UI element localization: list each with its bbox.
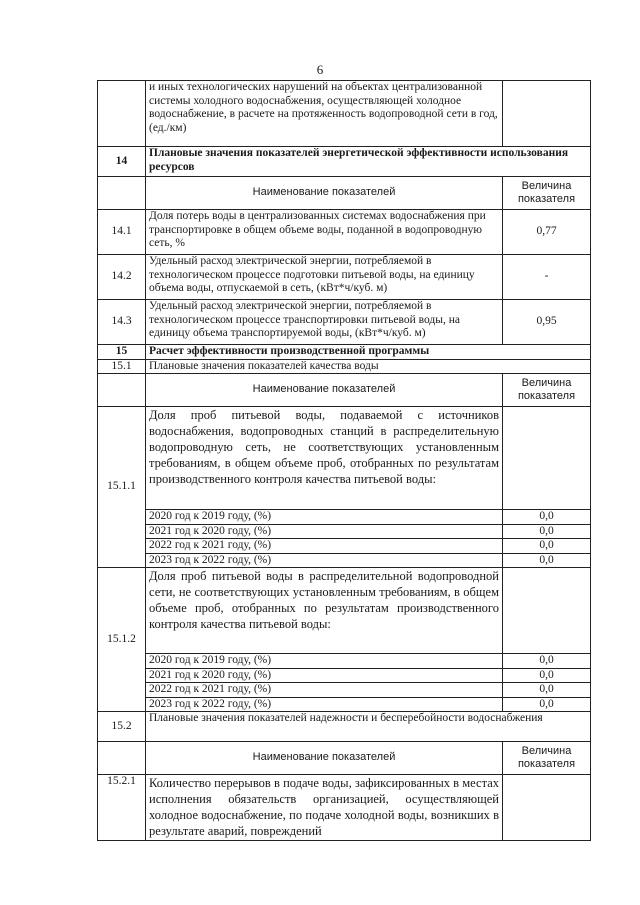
year-row (98, 654, 591, 669)
section-number: 14 (98, 147, 146, 177)
row-number (98, 742, 146, 775)
header-row (98, 742, 591, 775)
year-value: 0,0 (503, 510, 591, 525)
indicator-text: Удельный расход электрической энергии, потребляемой в технологическом процессе транспортировки питьевой воды, на единицу объема транспортируемой воды, (кВт*ч/куб. м) (146, 300, 503, 345)
subsection-row (98, 359, 591, 374)
table-row (98, 300, 591, 345)
subsection-title: Плановые значения показателей надежности и бесперебойности водоснабжения (146, 712, 591, 742)
table-row (98, 210, 591, 255)
year-row (98, 524, 591, 539)
table-row (98, 81, 591, 147)
year-row (98, 510, 591, 525)
table-row (98, 407, 591, 510)
subsection-number: 15.2 (98, 712, 146, 742)
year-label: 2023 год к 2022 году, (%) (146, 697, 503, 712)
indicator-value (503, 81, 591, 147)
indicator-text: Удельный расход электрической энергии, потребляемой в технологическом процессе подготовки питьевой воды, на единицу объема воды, отпускаемой в сеть, (кВт*ч/куб. м) (146, 255, 503, 300)
year-row (98, 553, 591, 568)
indicator-text: Доля проб питьевой воды, подаваемой с источников водоснабжения, водопроводных станций в распределительную водопроводную сеть, не соответствующих установленным требованиям, в общем объеме проб, отобранных по результатам производственного контроля качества питьевой воды: (146, 407, 503, 510)
header-row (98, 177, 591, 210)
row-number: 15.2.1 (98, 775, 146, 841)
year-label: 2022 год к 2021 году, (%) (146, 539, 503, 554)
row-number (98, 374, 146, 407)
table-row (98, 775, 591, 841)
year-value: 0,0 (503, 668, 591, 683)
indicator-value: 0,77 (503, 210, 591, 255)
year-value: 0,0 (503, 539, 591, 554)
header-value: Величина показателя (503, 742, 591, 775)
section-row (98, 147, 591, 177)
table-row (98, 255, 591, 300)
year-row (98, 539, 591, 554)
indicator-text: Доля проб питьевой воды в распределительной водопроводной сети, не соответствующих установленным требованиям, в общем объеме проб, отобранных по результатам производственного контроля качества питьевой воды: (146, 568, 503, 654)
subsection-row (98, 712, 591, 742)
section-number: 15 (98, 345, 146, 360)
year-label: 2020 год к 2019 году, (%) (146, 654, 503, 669)
row-number (98, 81, 146, 147)
section-title: Расчет эффективности производственной программы (146, 345, 591, 360)
year-row (98, 697, 591, 712)
indicator-value (503, 568, 591, 654)
page-number: 6 (316, 62, 324, 77)
indicator-value (503, 775, 591, 841)
header-value: Величина показателя (503, 177, 591, 210)
year-row (98, 683, 591, 698)
header-value: Величина показателя (503, 374, 591, 407)
year-value: 0,0 (503, 683, 591, 698)
subsection-title: Плановые значения показателей качества воды (146, 359, 591, 374)
row-number: 14.3 (98, 300, 146, 345)
row-number: 14.2 (98, 255, 146, 300)
table-row (98, 568, 591, 654)
indicator-value: 0,95 (503, 300, 591, 345)
row-number: 14.1 (98, 210, 146, 255)
year-label: 2021 год к 2020 году, (%) (146, 524, 503, 539)
year-value: 0,0 (503, 553, 591, 568)
subsection-number: 15.1 (98, 359, 146, 374)
year-label: 2023 год к 2022 году, (%) (146, 553, 503, 568)
header-name: Наименование показателей (146, 742, 503, 775)
indicator-text: и иных технологических нарушений на объектах централизованной системы холодного водоснабжения, осуществляющей холодное водоснабжение, в расчете на протяженность водопроводной сети в год, (ед./км) (146, 81, 503, 147)
year-row (98, 668, 591, 683)
indicator-value (503, 407, 591, 510)
year-value: 0,0 (503, 697, 591, 712)
indicator-text: Количество перерывов в подаче воды, зафиксированных в местах исполнения обязательств организацией, осуществляющей холодное водоснабжение, по подаче холодной воды, возникших в результате аварий, повреждений (146, 775, 503, 841)
indicator-text: Доля потерь воды в централизованных системах водоснабжения при транспортировке в общем объеме воды, поданной в водопроводную сеть, % (146, 210, 503, 255)
year-label: 2022 год к 2021 году, (%) (146, 683, 503, 698)
year-label: 2021 год к 2020 году, (%) (146, 668, 503, 683)
year-value: 0,0 (503, 524, 591, 539)
year-value: 0,0 (503, 654, 591, 669)
header-name: Наименование показателей (146, 374, 503, 407)
row-number: 15.1.1 (98, 407, 146, 568)
indicators-table (97, 80, 591, 841)
row-number: 15.1.2 (98, 568, 146, 712)
section-title: Плановые значения показателей энергетической эффективности использования ресурсов (146, 147, 591, 177)
section-row (98, 345, 591, 360)
header-row (98, 374, 591, 407)
indicator-value: - (503, 255, 591, 300)
header-name: Наименование показателей (146, 177, 503, 210)
row-number (98, 177, 146, 210)
year-label: 2020 год к 2019 году, (%) (146, 510, 503, 525)
